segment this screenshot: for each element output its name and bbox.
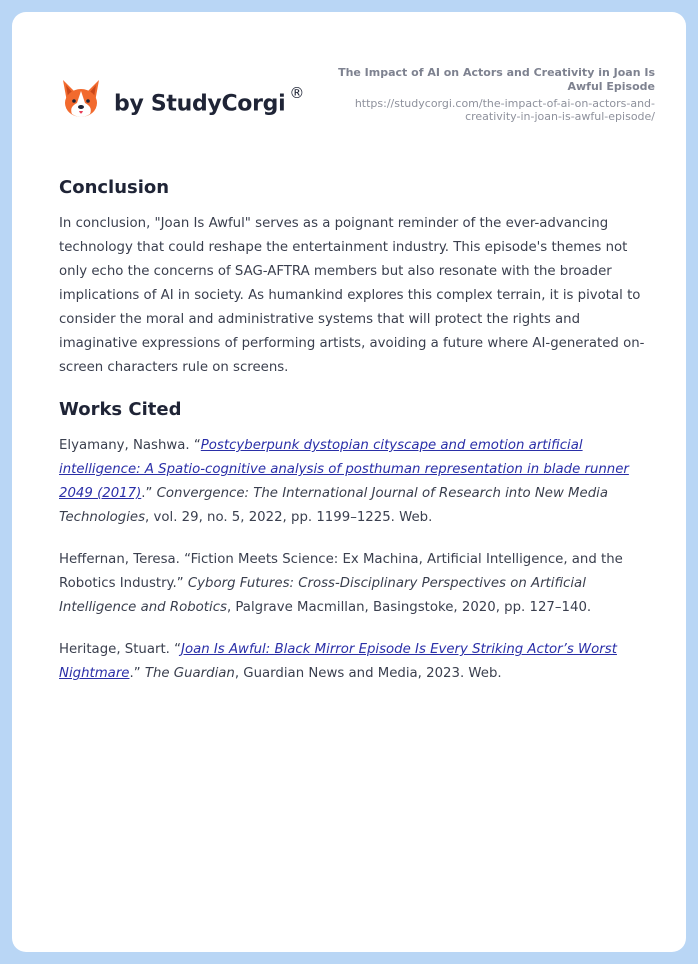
citation-source: The Guardian (144, 666, 235, 681)
corgi-logo-icon (60, 76, 102, 120)
registered-mark: ® (289, 83, 305, 102)
citation-link[interactable]: Joan Is Awful: Black Mirror Episode Is Every Striking Actor’s Worst Nightmare (59, 642, 617, 681)
document-page (12, 12, 686, 952)
document-header-info (305, 66, 655, 123)
studycorgi-logo[interactable] (60, 76, 304, 120)
document-content (59, 175, 659, 686)
citation-link[interactable]: Postcyberpunk dystopian cityscape and emotion artificial intelligence: A Spatio-cognitive analysis of posthuman representation in blade runner 2049 (2017) (59, 438, 629, 501)
document-url[interactable]: https://studycorgi.com/the-impact-of-ai-on-actors-and-creativity-in-joan-is-awful-episode/ (354, 97, 655, 123)
citation-source: Cyborg Futures: Cross-Disciplinary Perspectives on Artificial Intelligence and Robotics (59, 576, 586, 615)
brand-name: by StudyCorgi ® (114, 83, 305, 117)
document-title: The Impact of AI on Actors and Creativity in Joan Is Awful Episode (338, 66, 655, 93)
citation-source: Convergence: The International Journal of Research into New Media Technologies (59, 486, 608, 525)
citation-entry: Elyamany, Nashwa. “Postcyberpunk dystopian cityscape and emotion artificial intelligence: A Spatio-cognitive analysis of posthuman representation in blade runner 2049 (2017).” Convergence: The International Journal of Research into New Media Technologies, vol. 29, no. 5, 2022, pp. 1199–1225. Web. (59, 438, 629, 525)
works-cited-heading: Works Cited (59, 399, 182, 420)
citation-entry: Heritage, Stuart. “Joan Is Awful: Black Mirror Episode Is Every Striking Actor’s Worst Nightmare.” The Guardian, Guardian News and Media, 2023. Web. (59, 642, 617, 681)
conclusion-paragraph: In conclusion, "Joan Is Awful" serves as a poignant reminder of the ever-advancing technology that could reshape the entertainment industry. This episode's themes not only echo the concerns of SAG-AFTRA members but also resonate with the broader implications of AI in society. As humankind explores this complex terrain, it is pivotal to consider the moral and administrative systems that will protect the rights and imaginative expressions of performing artists, avoiding a future where AI-generated on-screen characters rule on screens. (59, 216, 645, 375)
citation-entry: Heffernan, Teresa. “Fiction Meets Science: Ex Machina, Artificial Intelligence, and the Robotics Industry.” Cyborg Futures: Cross-Disciplinary Perspectives on Artificial Intelligence and Robotics, Palgrave Macmillan, Basingstoke, 2020, pp. 127–140. (59, 552, 623, 615)
conclusion-heading: Conclusion (59, 177, 170, 198)
